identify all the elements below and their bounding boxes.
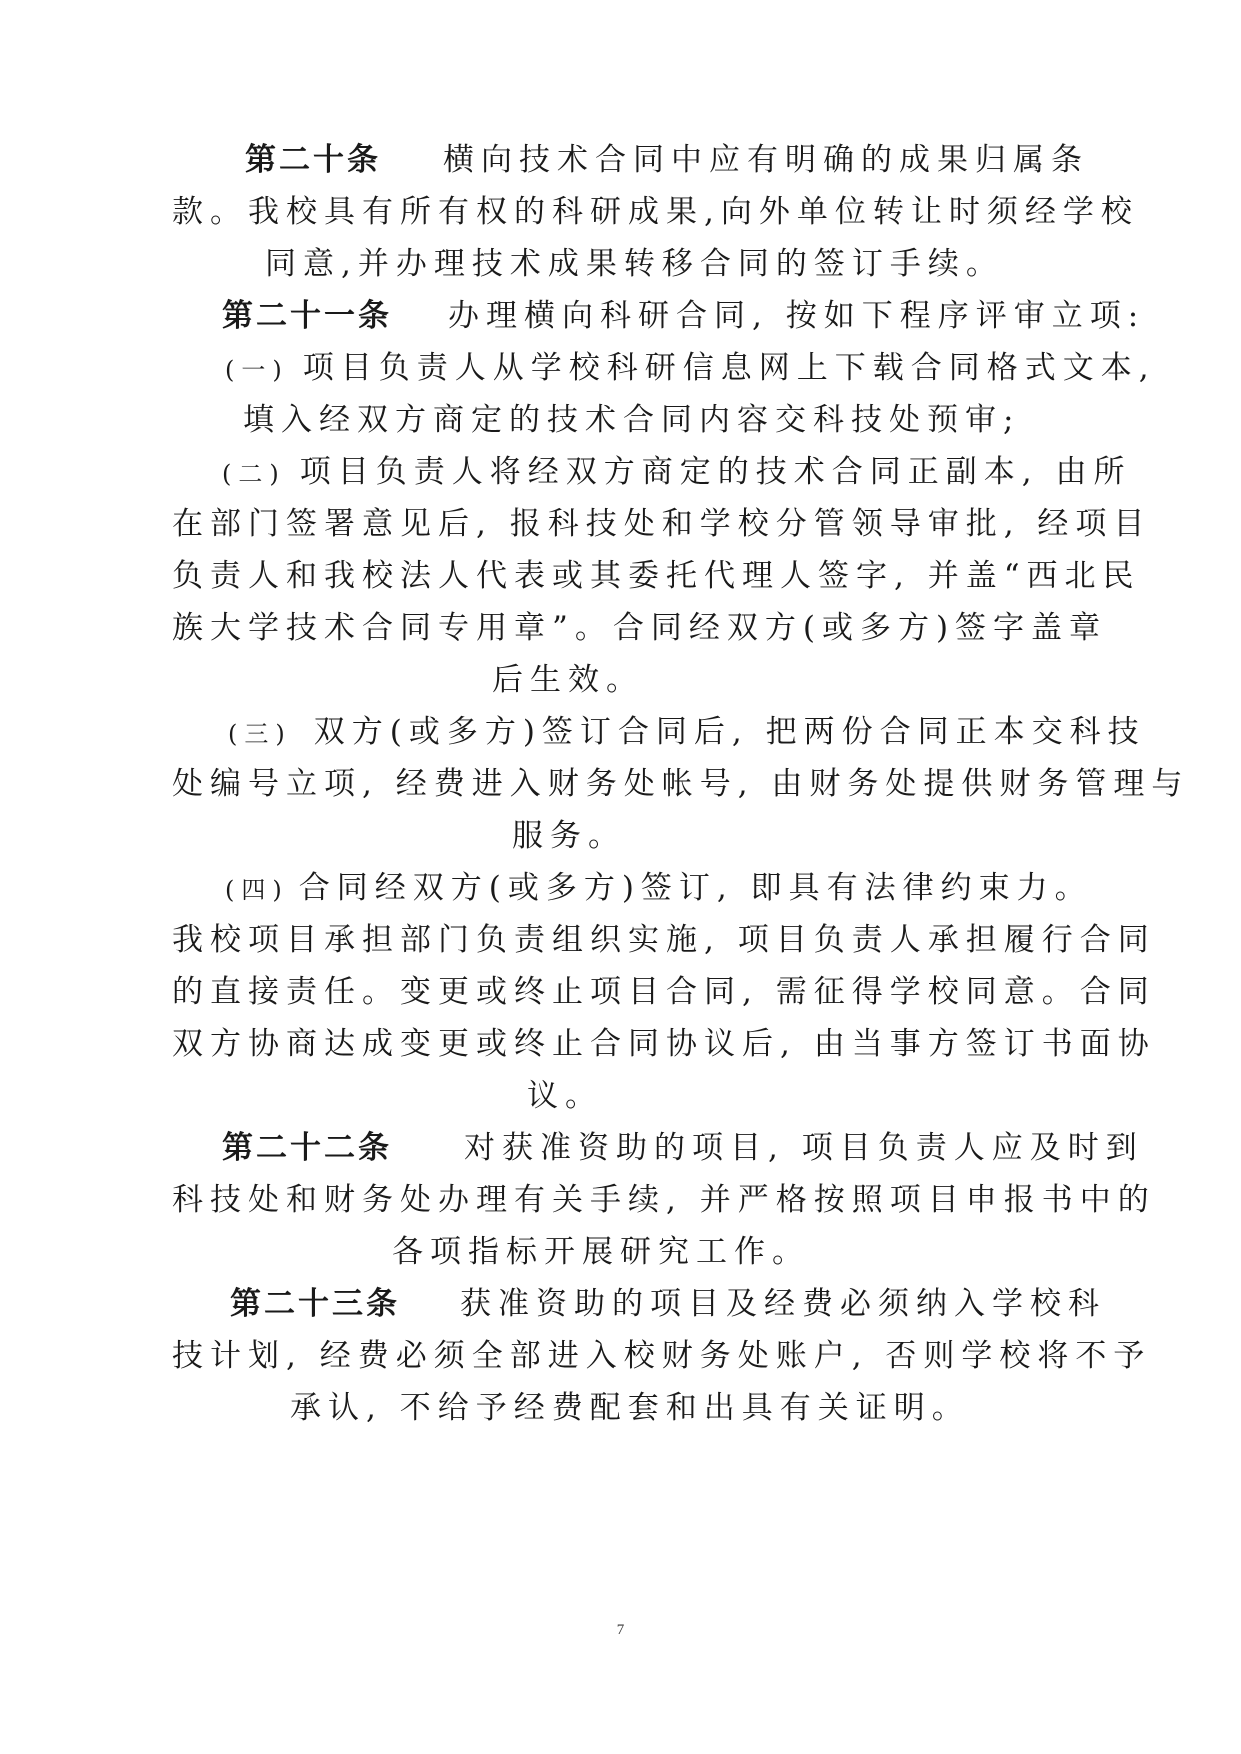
list-item-text-line: 双方(或多方)签订合同后, 把两份合同正本交科技 [313,714,1146,750]
article-21-text-line: 办理横向科研合同, 按如下程序评审立项: [448,298,1146,334]
article-20-first-line [245,134,1089,186]
list-item-text-line: 双方协商达成变更或终止合同协议后, 由当事方签订书面协 [172,1026,1156,1062]
article-21-first-line [222,290,1145,342]
list-item-1-label: (一) [225,356,289,384]
article-23-text-line: 承认, 不给予经费配套和出具有关证明。 [290,1390,970,1426]
list-item-text-line: 填入经双方商定的技术合同内容交科技处预审; [243,402,1021,438]
list-item-text-line: 的直接责任。变更或终止项目合同, 需征得学校同意。合同 [172,974,1156,1010]
list-item-text-line: 项目负责人从学校科研信息网上下载合同格式文本, [302,350,1156,386]
page-number: 7 [616,1622,625,1638]
list-item-text-line: 族大学技术合同专用章”。合同经双方(或多方)签字盖章 [172,610,1108,646]
article-23-text-line: 技计划, 经费必须全部进入校财务处账户, 否则学校将不予 [172,1338,1152,1374]
list-item-1-first-line [225,342,1156,394]
list-item-text-line: 处编号立项, 经费进入财务处帐号, 由财务处提供财务管理与 [172,766,1190,802]
article-23-text-line: 获准资助的项目及经费必须纳入学校科 [460,1286,1106,1322]
list-item-2-first-line [222,446,1131,498]
list-item-text-line: 负责人和我校法人代表或其委托代理人签字, 并盖“西北民 [172,558,1141,594]
list-item-3-label: (三) [228,720,292,748]
article-20-text-line: 横向技术合同中应有明确的成果归属条 [443,142,1089,178]
list-item-2-label: (二) [222,460,286,488]
article-20-text-line: 同意,并办理技术成果转移合同的签订手续。 [265,246,1004,282]
list-item-text-line: 在部门签署意见后, 报科技处和学校分管领导审批, 经项目 [172,506,1152,542]
article-23-heading: 第二十三条 [230,1286,400,1322]
article-20-heading: 第二十条 [245,142,381,178]
article-22-heading: 第二十二条 [222,1130,392,1166]
article-22-first-line [222,1122,1144,1174]
list-item-4-label: (四) [225,876,289,904]
list-item-text-line: 服务。 [512,818,626,854]
list-item-text-line: 议。 [527,1078,603,1114]
article-23-first-line [230,1278,1106,1330]
list-item-text-line: 后生效。 [492,662,644,698]
list-item-4-first-line [225,862,1093,914]
article-21-heading: 第二十一条 [222,298,392,334]
list-item-text-line: 我校项目承担部门负责组织实施, 项目负责人承担履行合同 [172,922,1156,958]
list-item-text-line: 项目负责人将经双方商定的技术合同正副本, 由所 [299,454,1132,490]
article-22-text-line: 各项指标开展研究工作。 [392,1234,810,1270]
list-item-text-line: 合同经双方(或多方)签订, 即具有法律约束力。 [298,870,1093,906]
list-item-3-first-line [228,706,1146,758]
article-22-text-line: 科技处和财务处办理有关手续, 并严格按照项目申报书中的 [172,1182,1156,1218]
article-20-text-line: 款。我校具有所有权的科研成果,向外单位转让时须经学校 [172,194,1139,230]
article-22-text-line: 对获准资助的项目, 项目负责人应及时到 [464,1130,1144,1166]
